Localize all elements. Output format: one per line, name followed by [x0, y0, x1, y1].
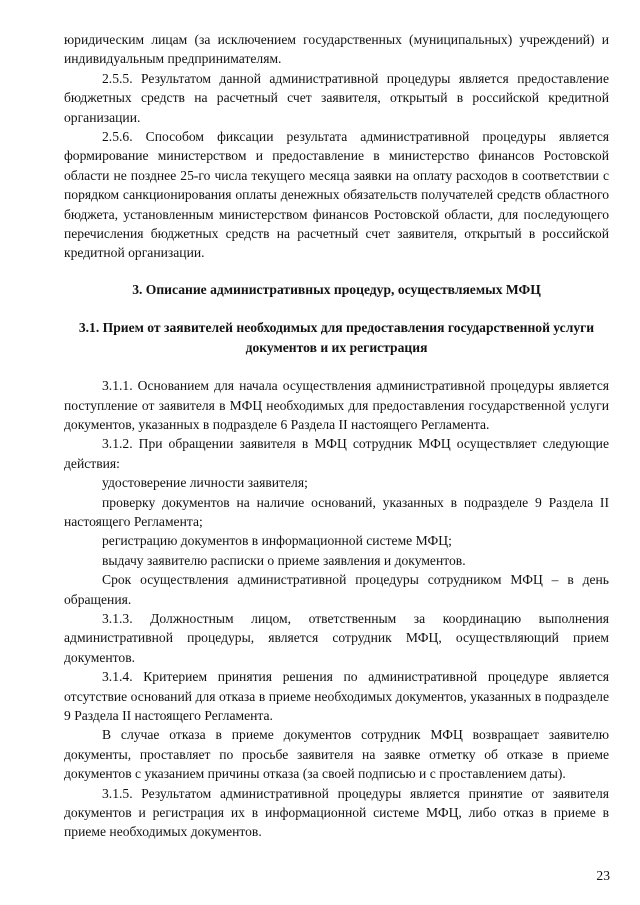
paragraph-3-1-3: 3.1.3. Должностным лицом, ответственным за координацию выполнения административной процедуры, является сотрудник МФЦ, осуществляющий прием документов. [64, 610, 609, 665]
list-item: проверку документов на наличие оснований, указанных в подразделе 9 Раздела II настоящего Регламента; [64, 494, 609, 529]
paragraph-3-1-4: 3.1.4. Критерием принятия решения по административной процедуре является отсутствие оснований для отказа в приеме необходимых документов, указанных в подразделе 9 Раздела II настоящего Регламента. [64, 669, 609, 723]
section-3-1-heading: 3.1. Прием от заявителей необходимых для предоставления государственной услуги документов и их регистрация [78, 320, 595, 355]
list-item: выдачу заявителю расписки о приеме заявления и документов. [102, 552, 466, 568]
section-3-heading: 3. Описание административных процедур, осуществляемых МФЦ [132, 281, 541, 297]
paragraph-2-5-6: 2.5.6. Способом фиксации результата административной процедуры является формирование министерством и предоставление в министерство финансов Ростовской области не позднее 25-го числа текущего месяца заявки на оплату расходов в соответствии с порядком санкционирования оплаты денежных обязательств получателей средств областного бюджета, установленным министерством финансов Ростовской области, для последующего перечисления бюджетных средств на расчетный счет заявителя, открытый в российской кредитной организации. [64, 129, 609, 261]
page-number: 23 [596, 868, 610, 883]
paragraph-3-1-1: 3.1.1. Основанием для начала осуществления административной процедуры является поступление от заявителя в МФЦ необходимых для предоставления государственной услуги документов, указанных в подразделе 6 Раздела II настоящего Регламента. [64, 378, 609, 432]
paragraph-3-1-2: 3.1.2. При обращении заявителя в МФЦ сотрудник МФЦ осуществляет следующие действия: [64, 436, 609, 471]
list-item: удостоверение личности заявителя; [102, 475, 308, 491]
paragraph-refusal: В случае отказа в приеме документов сотрудник МФЦ возвращает заявителю документы, проставляет по просьбе заявителя на заявке отметку об отказе в приеме документов с указанием причины отказа (за своей подписью и с проставлением даты). [64, 727, 609, 782]
list-item: регистрацию документов в информационной системе МФЦ; [102, 533, 452, 549]
paragraph-2-5-5: 2.5.5. Результатом данной административной процедуры является предоставление бюджетных средств на расчетный счет заявителя, открытый в российской кредитной организации. [64, 70, 609, 125]
paragraph-deadline: Срок осуществления административной процедуры сотрудником МФЦ – в день обращения. [64, 572, 609, 607]
paragraph-3-1-5: 3.1.5. Результатом административной процедуры является принятие от заявителя документов и регистрация их в информационной системе МФЦ, либо отказ в приеме в приеме необходимых документов. [64, 785, 609, 840]
paragraph-continuation: юридическим лицам (за исключением государственных (муниципальных) учреждений) и индивидуальным предпринимателям. [64, 32, 609, 67]
document-page [64, 30, 609, 842]
